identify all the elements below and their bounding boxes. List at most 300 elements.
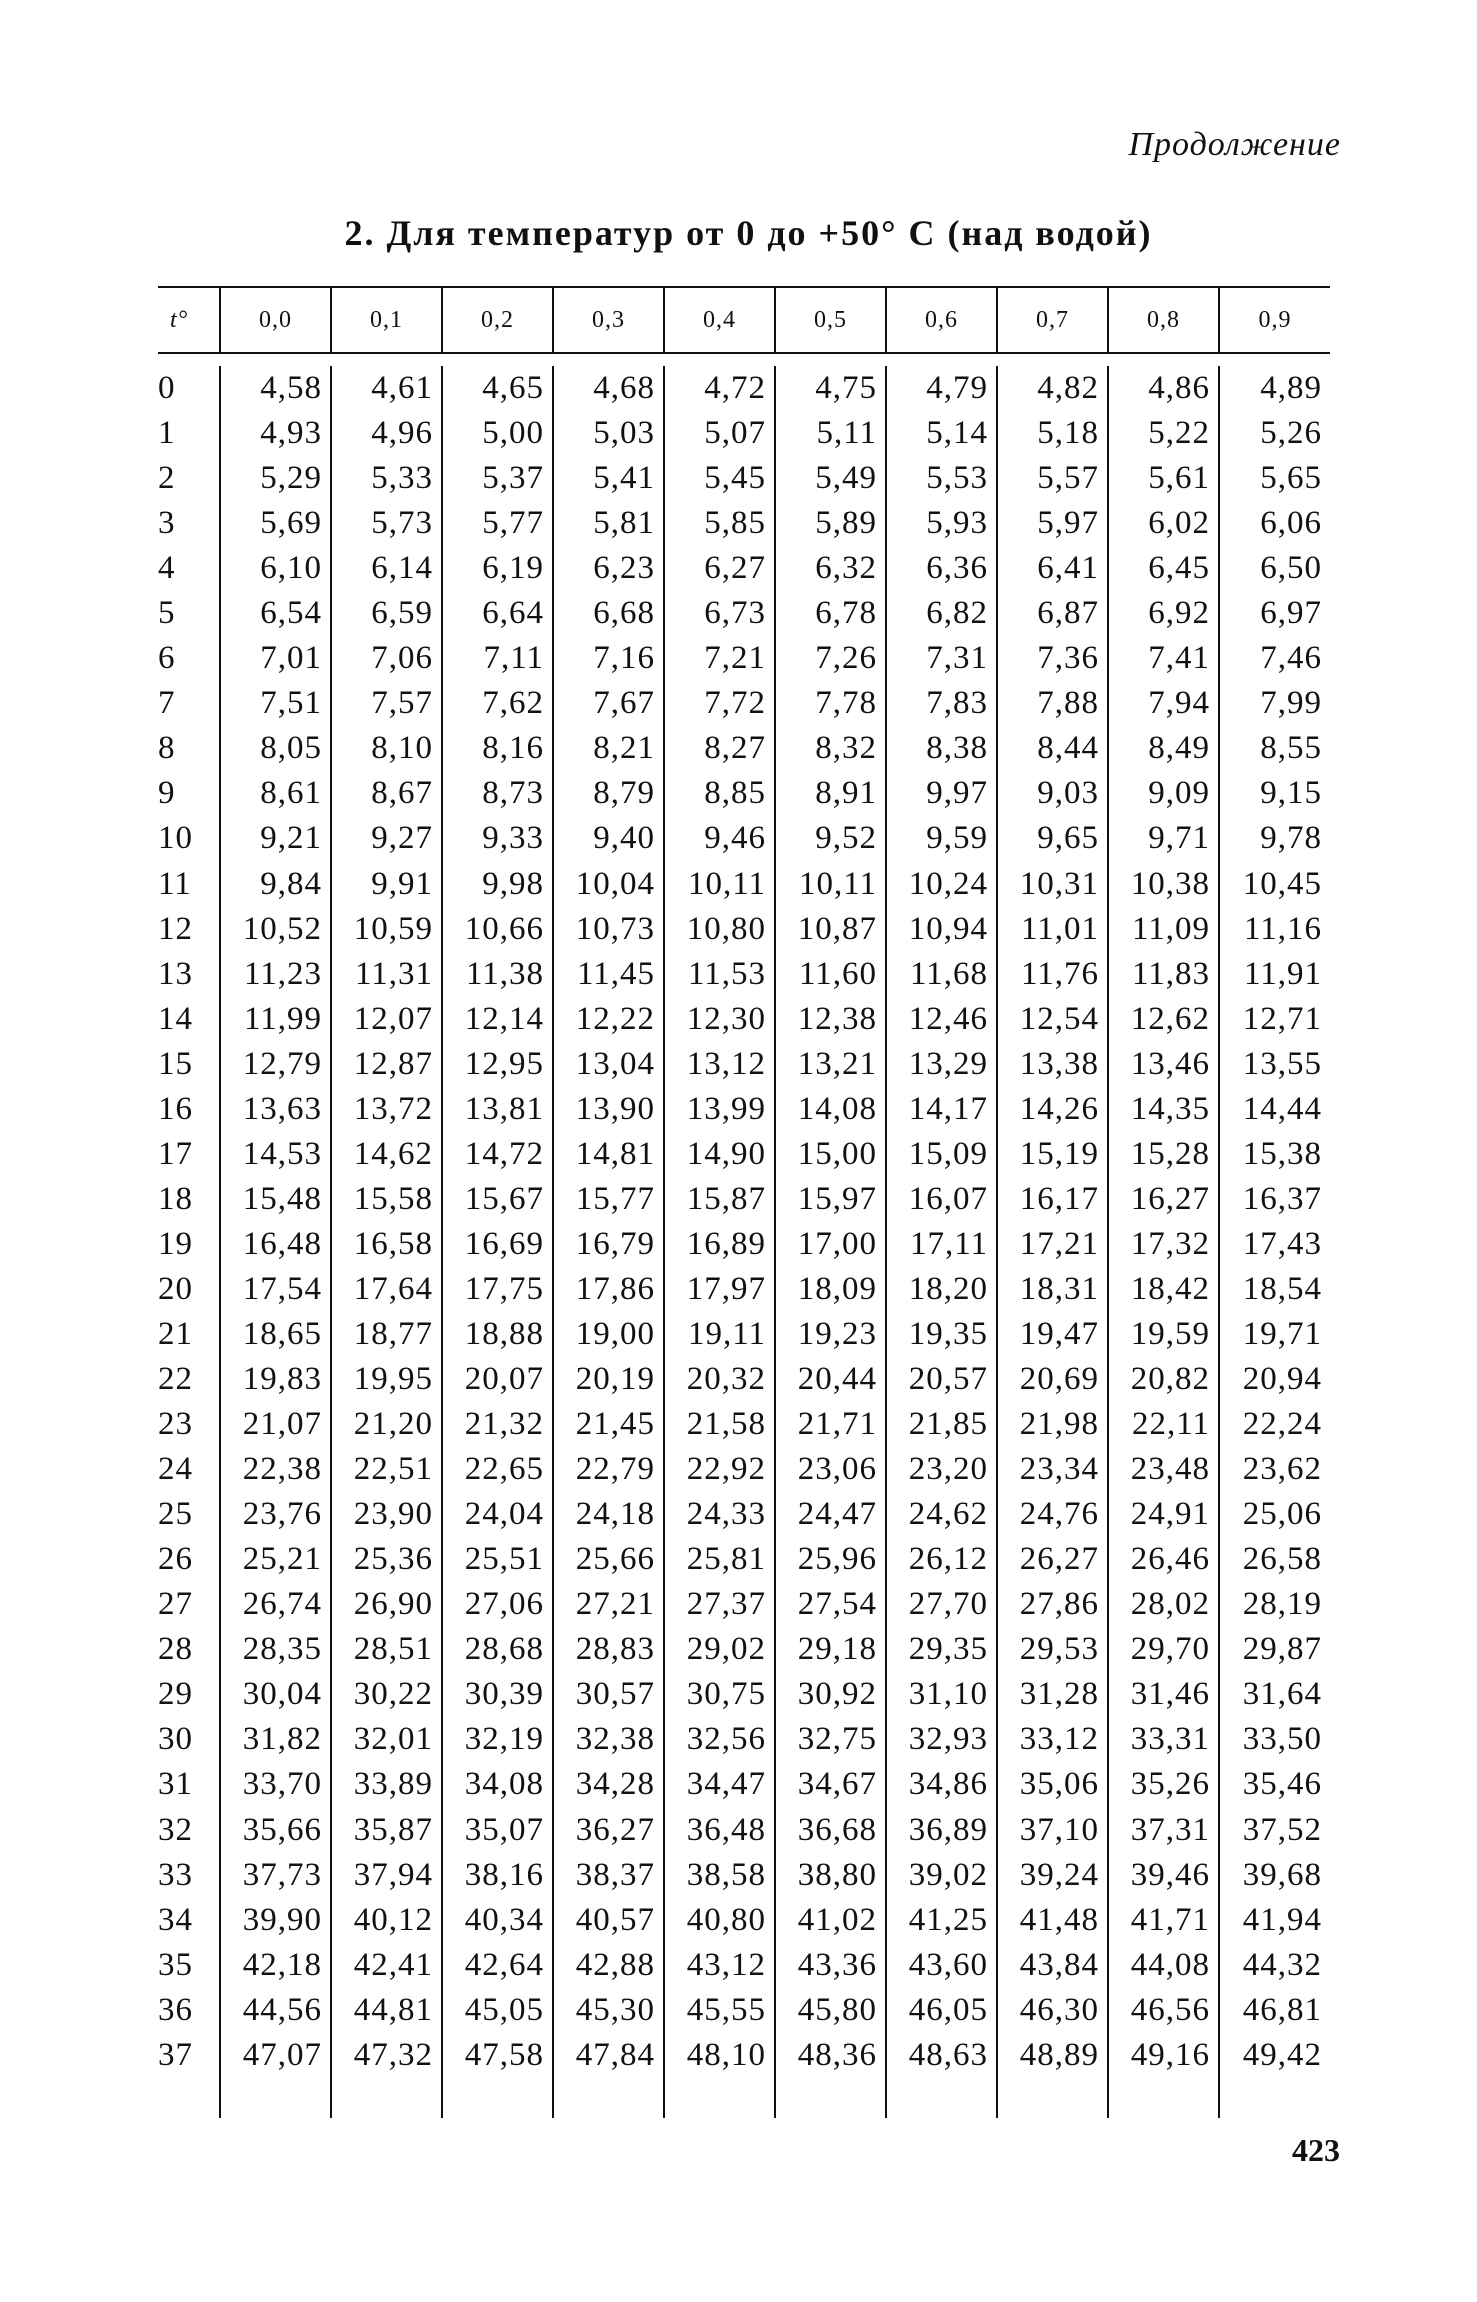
value-cell: 21,71 [775, 1402, 886, 1447]
value-cell: 5,93 [886, 501, 997, 546]
value-cell: 48,63 [886, 2033, 997, 2078]
value-cell: 30,92 [775, 1672, 886, 1717]
value-cell: 45,55 [664, 1988, 775, 2033]
value-cell: 14,90 [664, 1132, 775, 1177]
value-cell: 24,91 [1108, 1492, 1219, 1537]
value-cell: 4,75 [775, 366, 886, 411]
empty-cell [553, 2078, 664, 2118]
value-cell: 5,26 [1219, 411, 1330, 456]
temperature-cell: 20 [158, 1270, 193, 1307]
value-cell: 28,51 [331, 1627, 442, 1672]
value-cell: 5,22 [1108, 411, 1219, 456]
table-row [158, 1042, 1330, 1087]
value-cell: 9,71 [1108, 816, 1219, 861]
value-cell: 7,88 [997, 681, 1108, 726]
temperature-cell: 16 [158, 1090, 193, 1127]
value-cell: 41,94 [1219, 1898, 1330, 1943]
value-cell: 24,33 [664, 1492, 775, 1537]
value-cell: 24,62 [886, 1492, 997, 1537]
table-row [158, 1762, 1330, 1807]
value-cell: 29,87 [1219, 1627, 1330, 1672]
value-cell: 16,48 [220, 1222, 331, 1267]
value-cell: 21,58 [664, 1402, 775, 1447]
table-row [158, 1627, 1330, 1672]
temperature-cell: 7 [158, 685, 176, 722]
temperature-cell: 11 [158, 865, 192, 902]
header-cell: 0,6 [886, 287, 997, 353]
value-cell: 31,64 [1219, 1672, 1330, 1717]
value-cell: 12,22 [553, 997, 664, 1042]
value-cell: 33,12 [997, 1717, 1108, 1762]
value-cell: 44,08 [1108, 1943, 1219, 1988]
value-cell: 33,70 [220, 1762, 331, 1807]
table-row [158, 952, 1330, 997]
table-row [158, 411, 1330, 456]
value-cell: 14,53 [220, 1132, 331, 1177]
value-cell: 31,10 [886, 1672, 997, 1717]
value-cell: 40,57 [553, 1898, 664, 1943]
table-row [158, 862, 1330, 907]
value-cell: 4,61 [331, 366, 442, 411]
value-cell: 22,38 [220, 1447, 331, 1492]
value-cell: 26,27 [997, 1537, 1108, 1582]
value-cell: 5,03 [553, 411, 664, 456]
value-cell: 35,87 [331, 1808, 442, 1853]
value-cell: 24,18 [553, 1492, 664, 1537]
value-cell: 47,84 [553, 2033, 664, 2078]
value-cell: 15,00 [775, 1132, 886, 1177]
value-cell: 24,04 [442, 1492, 553, 1537]
table-row [158, 1492, 1330, 1537]
value-cell: 46,81 [1219, 1988, 1330, 2033]
value-cell: 5,37 [442, 456, 553, 501]
table-row [158, 997, 1330, 1042]
value-cell: 7,78 [775, 681, 886, 726]
value-cell: 9,15 [1219, 771, 1330, 816]
value-cell: 21,07 [220, 1402, 331, 1447]
empty-cell [442, 2078, 553, 2118]
value-cell: 9,59 [886, 816, 997, 861]
value-cell: 5,69 [220, 501, 331, 546]
value-cell: 17,21 [997, 1222, 1108, 1267]
temperature-cell: 19 [158, 1225, 193, 1262]
value-cell: 16,27 [1108, 1177, 1219, 1222]
value-cell: 12,62 [1108, 997, 1219, 1042]
value-cell: 19,00 [553, 1312, 664, 1357]
value-cell: 45,80 [775, 1988, 886, 2033]
value-cell: 12,07 [331, 997, 442, 1042]
value-cell: 42,88 [553, 1943, 664, 1988]
value-cell: 10,87 [775, 907, 886, 952]
value-cell: 15,48 [220, 1177, 331, 1222]
value-cell: 18,20 [886, 1267, 997, 1312]
value-cell: 6,78 [775, 591, 886, 636]
value-cell: 47,32 [331, 2033, 442, 2078]
value-cell: 15,28 [1108, 1132, 1219, 1177]
value-cell: 36,27 [553, 1808, 664, 1853]
table-row [158, 456, 1330, 501]
value-cell: 5,89 [775, 501, 886, 546]
temperature-cell: 9 [158, 775, 176, 812]
value-cell: 5,73 [331, 501, 442, 546]
value-cell: 16,69 [442, 1222, 553, 1267]
value-cell: 21,32 [442, 1402, 553, 1447]
value-cell: 27,54 [775, 1582, 886, 1627]
table-row [158, 1267, 1330, 1312]
value-cell: 12,46 [886, 997, 997, 1042]
value-cell: 14,44 [1219, 1087, 1330, 1132]
value-cell: 5,14 [886, 411, 997, 456]
value-cell: 11,31 [331, 952, 442, 997]
value-cell: 19,95 [331, 1357, 442, 1402]
header-cell: 0,0 [220, 287, 331, 353]
value-cell: 25,66 [553, 1537, 664, 1582]
value-cell: 16,58 [331, 1222, 442, 1267]
value-cell: 4,79 [886, 366, 997, 411]
value-cell: 34,67 [775, 1762, 886, 1807]
value-cell: 10,45 [1219, 862, 1330, 907]
temperature-cell: 17 [158, 1135, 193, 1172]
value-cell: 14,81 [553, 1132, 664, 1177]
empty-cell [331, 2078, 442, 2118]
value-cell: 25,36 [331, 1537, 442, 1582]
value-cell: 10,52 [220, 907, 331, 952]
value-cell: 5,77 [442, 501, 553, 546]
header-cell: 0,9 [1219, 287, 1330, 353]
value-cell: 24,47 [775, 1492, 886, 1537]
value-cell: 47,07 [220, 2033, 331, 2078]
value-cell: 38,80 [775, 1853, 886, 1898]
value-cell: 5,33 [331, 456, 442, 501]
value-cell: 12,87 [331, 1042, 442, 1087]
value-cell: 16,07 [886, 1177, 997, 1222]
table-row [158, 366, 1330, 411]
value-cell: 29,53 [997, 1627, 1108, 1672]
value-cell: 18,31 [997, 1267, 1108, 1312]
value-cell: 20,82 [1108, 1357, 1219, 1402]
value-cell: 11,01 [997, 907, 1108, 952]
temperature-cell: 1 [158, 415, 176, 452]
temperature-cell: 31 [158, 1766, 193, 1803]
value-cell: 30,22 [331, 1672, 442, 1717]
value-cell: 17,00 [775, 1222, 886, 1267]
temperature-cell: 35 [158, 1946, 193, 1983]
value-cell: 48,10 [664, 2033, 775, 2078]
value-cell: 14,72 [442, 1132, 553, 1177]
temperature-cell: 6 [158, 640, 176, 677]
header-cell: 0,4 [664, 287, 775, 353]
value-cell: 29,18 [775, 1627, 886, 1672]
value-cell: 20,57 [886, 1357, 997, 1402]
value-cell: 7,72 [664, 681, 775, 726]
value-cell: 23,90 [331, 1492, 442, 1537]
temperature-cell: 13 [158, 955, 193, 992]
value-cell: 28,83 [553, 1627, 664, 1672]
value-cell: 8,16 [442, 726, 553, 771]
value-cell: 5,61 [1108, 456, 1219, 501]
value-cell: 38,58 [664, 1853, 775, 1898]
table-row [158, 1808, 1330, 1853]
value-cell: 18,54 [1219, 1267, 1330, 1312]
value-cell: 6,19 [442, 546, 553, 591]
value-cell: 6,87 [997, 591, 1108, 636]
value-cell: 13,90 [553, 1087, 664, 1132]
value-cell: 7,16 [553, 636, 664, 681]
value-cell: 7,36 [997, 636, 1108, 681]
value-cell: 13,21 [775, 1042, 886, 1087]
value-cell: 39,68 [1219, 1853, 1330, 1898]
value-cell: 15,67 [442, 1177, 553, 1222]
value-cell: 8,38 [886, 726, 997, 771]
value-cell: 19,35 [886, 1312, 997, 1357]
value-cell: 19,71 [1219, 1312, 1330, 1357]
value-cell: 36,68 [775, 1808, 886, 1853]
value-cell: 43,60 [886, 1943, 997, 1988]
value-cell: 8,67 [331, 771, 442, 816]
value-cell: 32,01 [331, 1717, 442, 1762]
value-cell: 11,83 [1108, 952, 1219, 997]
value-cell: 43,36 [775, 1943, 886, 1988]
value-cell: 20,07 [442, 1357, 553, 1402]
value-cell: 9,97 [886, 771, 997, 816]
value-cell: 11,91 [1219, 952, 1330, 997]
value-cell: 18,65 [220, 1312, 331, 1357]
temperature-cell: 29 [158, 1676, 193, 1713]
temperature-cell: 4 [158, 550, 176, 587]
value-cell: 23,06 [775, 1447, 886, 1492]
value-cell: 5,49 [775, 456, 886, 501]
value-cell: 6,68 [553, 591, 664, 636]
value-cell: 13,99 [664, 1087, 775, 1132]
value-cell: 6,82 [886, 591, 997, 636]
table-row [158, 1402, 1330, 1447]
value-cell: 6,97 [1219, 591, 1330, 636]
value-cell: 29,02 [664, 1627, 775, 1672]
value-cell: 9,33 [442, 816, 553, 861]
value-cell: 21,98 [997, 1402, 1108, 1447]
value-cell: 5,00 [442, 411, 553, 456]
value-cell: 7,21 [664, 636, 775, 681]
value-cell: 8,61 [220, 771, 331, 816]
value-cell: 15,97 [775, 1177, 886, 1222]
value-cell: 20,44 [775, 1357, 886, 1402]
value-cell: 26,90 [331, 1582, 442, 1627]
value-cell: 35,66 [220, 1808, 331, 1853]
table-row [158, 1898, 1330, 1943]
value-cell: 17,11 [886, 1222, 997, 1267]
value-cell: 27,70 [886, 1582, 997, 1627]
value-cell: 32,93 [886, 1717, 997, 1762]
table-row [158, 1717, 1330, 1762]
empty-cell [220, 2078, 331, 2118]
value-cell: 7,41 [1108, 636, 1219, 681]
value-cell: 39,90 [220, 1898, 331, 1943]
value-cell: 28,68 [442, 1627, 553, 1672]
value-cell: 40,80 [664, 1898, 775, 1943]
value-cell: 34,86 [886, 1762, 997, 1807]
value-cell: 6,02 [1108, 501, 1219, 546]
value-cell: 14,62 [331, 1132, 442, 1177]
value-cell: 25,51 [442, 1537, 553, 1582]
empty-cell [1108, 2078, 1219, 2118]
empty-cell [997, 2078, 1108, 2118]
value-cell: 37,31 [1108, 1808, 1219, 1853]
value-cell: 6,06 [1219, 501, 1330, 546]
value-cell: 8,21 [553, 726, 664, 771]
value-cell: 13,38 [997, 1042, 1108, 1087]
value-cell: 5,85 [664, 501, 775, 546]
header-cell: 0,5 [775, 287, 886, 353]
value-cell: 6,10 [220, 546, 331, 591]
table-row [158, 636, 1330, 681]
value-cell: 45,30 [553, 1988, 664, 2033]
temperature-cell: 28 [158, 1631, 193, 1668]
value-cell: 5,11 [775, 411, 886, 456]
value-cell: 26,12 [886, 1537, 997, 1582]
value-cell: 8,05 [220, 726, 331, 771]
value-cell: 4,89 [1219, 366, 1330, 411]
header-cell: 0,3 [553, 287, 664, 353]
value-cell: 13,46 [1108, 1042, 1219, 1087]
value-cell: 13,04 [553, 1042, 664, 1087]
value-cell: 37,10 [997, 1808, 1108, 1853]
value-cell: 32,56 [664, 1717, 775, 1762]
value-cell: 11,38 [442, 952, 553, 997]
empty-cell [664, 2078, 775, 2118]
value-cell: 44,81 [331, 1988, 442, 2033]
value-cell: 15,58 [331, 1177, 442, 1222]
table-row [158, 1988, 1330, 2033]
value-cell: 45,05 [442, 1988, 553, 2033]
value-cell: 20,32 [664, 1357, 775, 1402]
value-cell: 30,04 [220, 1672, 331, 1717]
empty-cell [886, 2078, 997, 2118]
value-cell: 15,19 [997, 1132, 1108, 1177]
value-cell: 7,62 [442, 681, 553, 726]
value-cell: 17,54 [220, 1267, 331, 1312]
value-cell: 9,84 [220, 862, 331, 907]
value-cell: 37,73 [220, 1853, 331, 1898]
value-cell: 6,59 [331, 591, 442, 636]
table-row [158, 1447, 1330, 1492]
table-tail [158, 2078, 1330, 2118]
value-cell: 16,89 [664, 1222, 775, 1267]
value-cell: 8,91 [775, 771, 886, 816]
value-cell: 8,44 [997, 726, 1108, 771]
table-row [158, 1132, 1330, 1177]
value-cell: 6,50 [1219, 546, 1330, 591]
value-cell: 15,38 [1219, 1132, 1330, 1177]
table-row [158, 1672, 1330, 1717]
value-cell: 6,23 [553, 546, 664, 591]
value-cell: 10,66 [442, 907, 553, 952]
value-cell: 5,97 [997, 501, 1108, 546]
value-cell: 17,86 [553, 1267, 664, 1312]
value-cell: 20,94 [1219, 1357, 1330, 1402]
value-cell: 9,27 [331, 816, 442, 861]
value-cell: 10,11 [775, 862, 886, 907]
value-cell: 12,79 [220, 1042, 331, 1087]
value-cell: 18,09 [775, 1267, 886, 1312]
header-cell: 0,2 [442, 287, 553, 353]
value-cell: 25,96 [775, 1537, 886, 1582]
value-cell: 27,86 [997, 1582, 1108, 1627]
value-cell: 17,97 [664, 1267, 775, 1312]
temperature-cell: 3 [158, 505, 176, 542]
table-row [158, 681, 1330, 726]
value-cell: 16,79 [553, 1222, 664, 1267]
value-cell: 13,63 [220, 1087, 331, 1132]
value-cell: 9,91 [331, 862, 442, 907]
temperature-cell: 23 [158, 1406, 193, 1443]
value-cell: 14,35 [1108, 1087, 1219, 1132]
pressure-table [158, 286, 1330, 2118]
temperature-cell: 10 [158, 820, 193, 857]
value-cell: 42,41 [331, 1943, 442, 1988]
table-row [158, 546, 1330, 591]
value-cell: 35,26 [1108, 1762, 1219, 1807]
value-cell: 13,12 [664, 1042, 775, 1087]
value-cell: 9,52 [775, 816, 886, 861]
value-cell: 6,54 [220, 591, 331, 636]
temperature-cell: 26 [158, 1541, 193, 1578]
temperature-cell: 30 [158, 1721, 193, 1758]
value-cell: 48,36 [775, 2033, 886, 2078]
table-header-row [158, 287, 1330, 353]
value-cell: 35,46 [1219, 1762, 1330, 1807]
value-cell: 8,55 [1219, 726, 1330, 771]
value-cell: 7,11 [442, 636, 553, 681]
value-cell: 23,34 [997, 1447, 1108, 1492]
value-cell: 14,17 [886, 1087, 997, 1132]
value-cell: 9,78 [1219, 816, 1330, 861]
value-cell: 33,89 [331, 1762, 442, 1807]
temperature-cell: 27 [158, 1586, 193, 1623]
value-cell: 6,27 [664, 546, 775, 591]
value-cell: 13,81 [442, 1087, 553, 1132]
value-cell: 7,46 [1219, 636, 1330, 681]
value-cell: 40,12 [331, 1898, 442, 1943]
table-row [158, 1853, 1330, 1898]
value-cell: 33,31 [1108, 1717, 1219, 1762]
value-cell: 22,24 [1219, 1402, 1330, 1447]
value-cell: 5,65 [1219, 456, 1330, 501]
value-cell: 7,94 [1108, 681, 1219, 726]
table-row [158, 591, 1330, 636]
value-cell: 17,32 [1108, 1222, 1219, 1267]
temperature-cell: 8 [158, 730, 176, 767]
empty-cell [158, 2078, 220, 2118]
value-cell: 10,59 [331, 907, 442, 952]
table-title: 2. Для температур от 0 до +50° С (над водой) [344, 213, 1153, 253]
value-cell: 23,76 [220, 1492, 331, 1537]
value-cell: 10,38 [1108, 862, 1219, 907]
value-cell: 4,58 [220, 366, 331, 411]
table-row [158, 1582, 1330, 1627]
value-cell: 33,50 [1219, 1717, 1330, 1762]
value-cell: 41,48 [997, 1898, 1108, 1943]
value-cell: 43,84 [997, 1943, 1108, 1988]
value-cell: 22,79 [553, 1447, 664, 1492]
value-cell: 6,36 [886, 546, 997, 591]
value-cell: 31,82 [220, 1717, 331, 1762]
value-cell: 27,37 [664, 1582, 775, 1627]
value-cell: 11,99 [220, 997, 331, 1042]
value-cell: 5,53 [886, 456, 997, 501]
temperature-cell: 37 [158, 2036, 193, 2073]
temperature-cell: 33 [158, 1856, 193, 1893]
header-cell: 0,7 [997, 287, 1108, 353]
